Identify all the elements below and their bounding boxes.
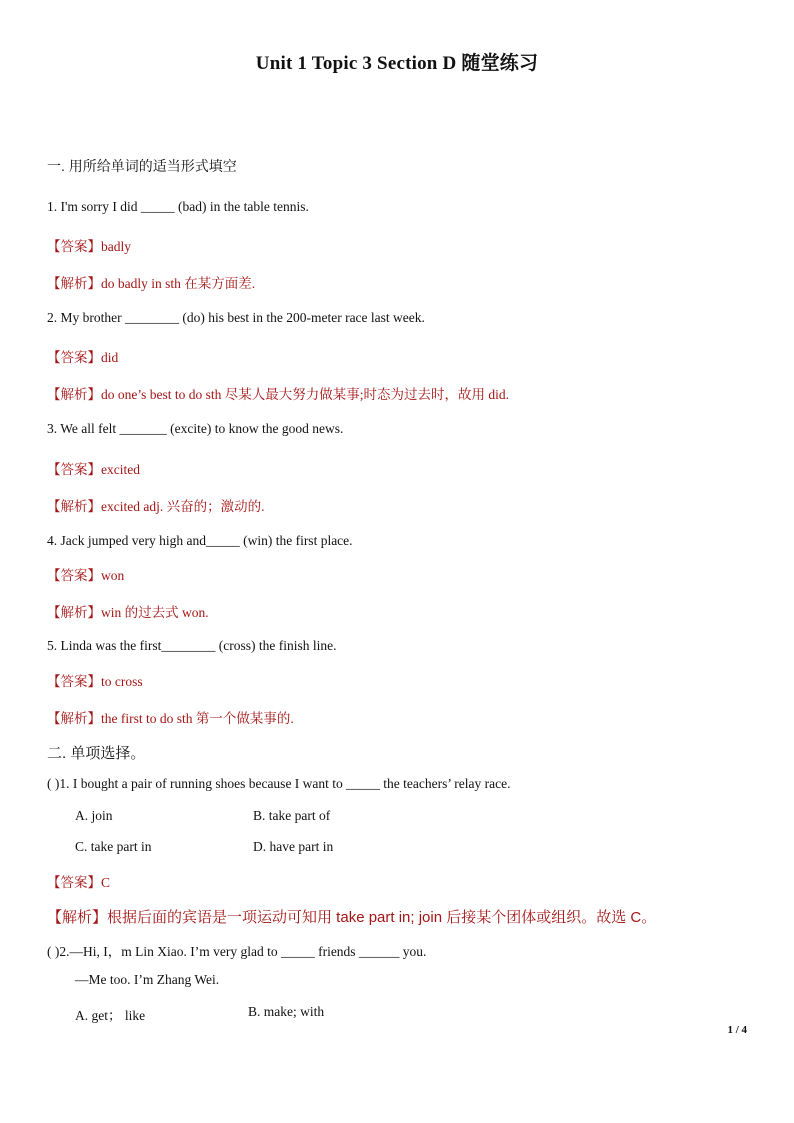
analysis-text: do one’s best to do sth 尽某人最大努力做某事;时态为过去时，故用 did.	[101, 387, 509, 402]
mc-option-c: C. take part in	[75, 839, 152, 854]
answer-tag: 【答案】	[47, 875, 101, 890]
mc-option-b: B. take part of	[253, 808, 331, 823]
mc-question-2: ( )2.—Hi, I，m Lin Xiao. I’m very glad to _____ friends ______ you.	[47, 944, 427, 959]
mc-answer-1	[47, 871, 110, 891]
page-title: Unit 1 Topic 3 Section D 随堂练习	[255, 53, 539, 74]
question-5: 5. Linda was the first________ (cross) the finish line.	[47, 638, 337, 653]
analysis-4	[47, 601, 209, 621]
answer-tag: 【答案】	[47, 568, 101, 583]
answer-5	[47, 670, 143, 690]
answer-text: won	[101, 568, 125, 583]
question-1: 1. I'm sorry I did _____ (bad) in the table tennis.	[47, 199, 309, 214]
answer-4	[47, 564, 124, 584]
answer-text: excited	[101, 462, 140, 477]
analysis-tag: 【解析】	[47, 605, 101, 620]
analysis-text: 根据后面的宾语是一项运动可知用 take part in; join 后接某个团体或组织。故选 C。	[107, 909, 657, 926]
answer-text: badly	[101, 239, 131, 254]
analysis-1	[47, 272, 255, 292]
analysis-2	[47, 383, 509, 403]
mc-option-a: A. join	[75, 808, 113, 823]
analysis-5	[47, 707, 294, 727]
mc-question-2-reply: —Me too. I’m Zhang Wei.	[75, 972, 220, 987]
answer-3	[47, 458, 140, 478]
answer-text: did	[101, 350, 119, 365]
analysis-text: excited adj. 兴奋的；激动的.	[101, 499, 265, 514]
mc-analysis-1	[47, 906, 656, 927]
section-1-heading: 一. 用所给单词的适当形式填空	[47, 158, 237, 174]
analysis-text: do badly in sth 在某方面差.	[101, 276, 256, 291]
analysis-tag: 【解析】	[47, 711, 101, 726]
section-2-heading: 二. 单项选择。	[47, 745, 146, 762]
analysis-tag: 【解析】	[47, 387, 101, 402]
analysis-text: the first to do sth 第一个做某事的.	[101, 711, 294, 726]
question-2: 2. My brother ________ (do) his best in the 200-meter race last week.	[47, 310, 425, 325]
answer-text: to cross	[101, 674, 143, 689]
mc2-option-a: A. get； like	[75, 1008, 146, 1023]
question-4: 4. Jack jumped very high and_____ (win) the first place.	[47, 533, 353, 548]
analysis-text: win 的过去式 won.	[101, 605, 209, 620]
answer-tag: 【答案】	[47, 674, 101, 689]
answer-tag: 【答案】	[47, 462, 101, 477]
answer-text: C	[101, 875, 111, 890]
mc2-option-b: B. make; with	[248, 1004, 325, 1019]
question-3: 3. We all felt _______ (excite) to know the good news.	[47, 421, 344, 436]
page-number: 1 / 4	[727, 1024, 747, 1036]
mc-question-1: ( )1. I bought a pair of running shoes because I want to _____ the teachers’ relay race.	[47, 776, 511, 791]
answer-2	[47, 346, 118, 366]
answer-1	[47, 235, 131, 255]
analysis-tag: 【解析】	[47, 499, 101, 514]
analysis-tag: 【解析】	[47, 276, 101, 291]
answer-tag: 【答案】	[47, 239, 101, 254]
answer-tag: 【答案】	[47, 350, 101, 365]
mc-option-d: D. have part in	[253, 839, 334, 854]
analysis-3	[47, 495, 264, 515]
analysis-tag: 【解析】	[47, 910, 108, 926]
